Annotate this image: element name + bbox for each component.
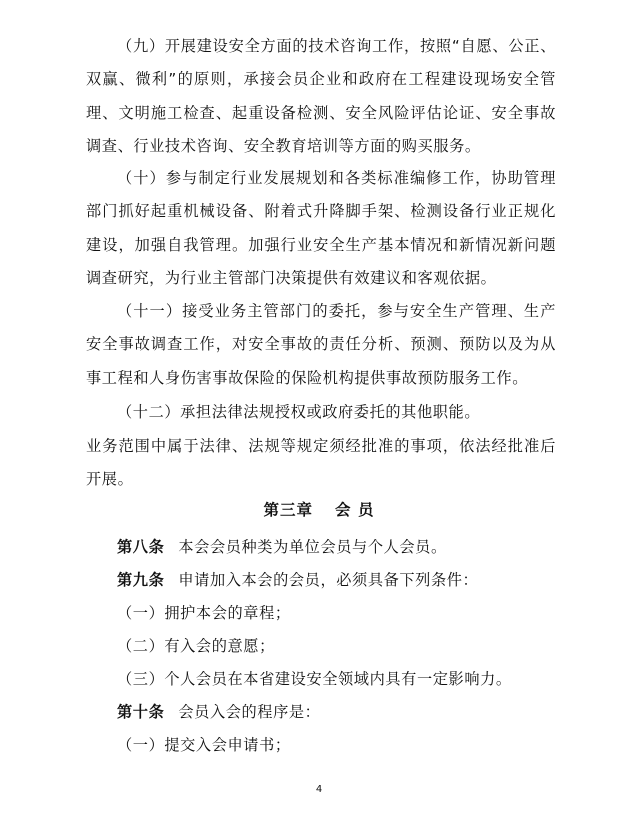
article-label: 第十条 xyxy=(117,703,165,721)
list-item xyxy=(117,666,557,692)
paragraph-item-10: （十）参与制定行业发展规划和各类标准编修工作，协助管理部门抓好起重机械设备、附着式升降脚手架、检测设备行业正规化建设，加强自我管理。加强行业安全生产基本情况和新情况新问题调查研究，为行业主管部门决策提供有效建议和客观依据。 xyxy=(86,169,556,288)
list-item xyxy=(117,633,557,659)
article-text: 会员入会的程序是： xyxy=(178,703,321,721)
article-9 xyxy=(117,567,557,593)
chapter-subtitle: 会 员 xyxy=(335,501,375,519)
list-item-text: （二）有入会的意愿； xyxy=(117,637,275,655)
list-item-text: （三）个人会员在本省建设安全领域内具有一定影响力。 xyxy=(117,670,512,688)
paragraph-item-9: （九）开展建设安全方面的技术咨询工作，按照“自愿、公正、双赢、微利”的原则，承接会员企业和政府在工程建设现场安全管理、文明施工检查、起重设备检测、安全风险评估论证、安全事故调查、行业技术咨询、安全教育培训等方面的购买服务。 xyxy=(86,37,556,156)
paragraph-item-11: （十一）接受业务主管部门的委托，参与安全生产管理、生产安全事故调查工作，对安全事故的责任分析、预测、预防以及为从事工程和人身伤害事故保险的保险机构提供事故预防服务工作。 xyxy=(86,302,556,387)
page-number: 4 xyxy=(315,784,323,795)
list-item xyxy=(117,732,557,758)
article-text: 本会会员种类为单位会员与个人会员。 xyxy=(178,538,447,556)
chapter-heading xyxy=(0,497,638,523)
list-item xyxy=(117,600,557,626)
article-label: 第八条 xyxy=(117,538,165,556)
article-10 xyxy=(117,699,557,725)
list-item-text: （一）拥护本会的章程； xyxy=(117,604,291,622)
paragraph-scope-note: 业务范围中属于法律、法规等规定须经批准的事项，依法经批准后开展。 xyxy=(86,437,556,489)
chapter-title: 第三章 xyxy=(263,501,314,519)
list-item-text: （一）提交入会申请书； xyxy=(117,736,291,754)
article-8 xyxy=(117,534,557,560)
article-label: 第九条 xyxy=(117,571,165,589)
paragraph-item-12: （十二）承担法律法规授权或政府委托的其他职能。 xyxy=(117,403,481,421)
article-text: 申请加入本会的会员，必须具备下列条件： xyxy=(178,571,479,589)
